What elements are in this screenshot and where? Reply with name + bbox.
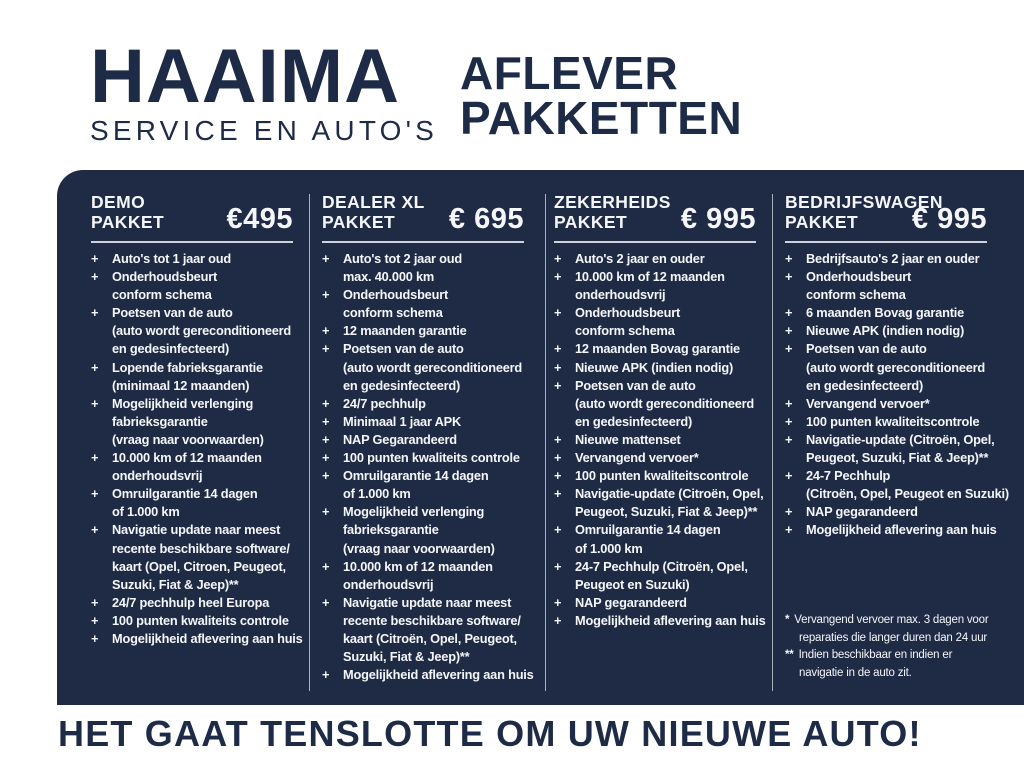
- item-line: Poetsen van de auto: [343, 341, 464, 357]
- plus-icon: +: [785, 251, 793, 266]
- item-line: Mogelijkheid verlenging: [112, 395, 254, 411]
- list-item: [554, 431, 764, 449]
- item-line: Lopende fabrieksgarantie: [112, 359, 263, 375]
- list-item-text: [575, 304, 680, 340]
- package-title-line: PAKKET: [322, 211, 396, 232]
- item-line: Auto's 2 jaar en ouder: [575, 251, 705, 266]
- list-item-text: [343, 558, 493, 594]
- item-line: Nieuwe APK (indien nodig): [575, 359, 734, 375]
- item-line: 12 maanden garantie: [343, 323, 467, 339]
- plus-icon: +: [785, 305, 793, 321]
- item-line: 24-7 Pechhulp (Citroën, Opel,: [575, 558, 748, 574]
- item-line: (vraag naar voorwaarden): [343, 540, 495, 556]
- list-item-text: [575, 340, 740, 358]
- footnote-marker: **: [785, 649, 794, 662]
- plus-icon: +: [785, 395, 793, 411]
- plus-icon: +: [91, 630, 99, 646]
- list-item-text: [112, 594, 269, 612]
- list-item-text: [575, 467, 748, 485]
- item-line: 100 punten kwaliteits controle: [343, 450, 520, 466]
- list-item: [554, 250, 764, 268]
- item-line: fabrieksgarantie: [343, 522, 439, 538]
- item-line: Poetsen van de auto: [112, 305, 233, 321]
- footnote: [785, 612, 1014, 648]
- page-title-line1: AFLEVER: [460, 47, 679, 99]
- list-item-text: [343, 395, 426, 413]
- list-item-text: [806, 322, 964, 340]
- title-rule: [91, 241, 293, 243]
- item-line: en gedesinfecteerd): [112, 341, 230, 357]
- list-item: [322, 558, 535, 594]
- plus-icon: +: [785, 522, 793, 538]
- item-line: Onderhoudsbeurt: [343, 287, 449, 303]
- list-item: [554, 467, 764, 485]
- plus-icon: +: [554, 558, 562, 574]
- plus-icon: +: [91, 594, 99, 610]
- list-item: [785, 304, 1014, 322]
- item-line: Auto's tot 1 jaar oud: [112, 251, 231, 266]
- item-line: (auto wordt gereconditioneerd: [575, 395, 755, 411]
- footnote: [785, 647, 1014, 683]
- plus-icon: +: [322, 450, 330, 466]
- list-item-text: [343, 413, 461, 431]
- plus-icon: +: [785, 341, 793, 357]
- item-line: 100 punten kwaliteitscontrole: [575, 468, 749, 484]
- list-item: [322, 503, 535, 557]
- list-item: [322, 666, 535, 684]
- list-item: [554, 377, 764, 431]
- item-line: Vervangend vervoer*: [806, 395, 930, 411]
- item-line: recente beschikbare software/: [343, 612, 521, 628]
- plus-icon: +: [554, 450, 562, 466]
- list-item: [554, 485, 764, 521]
- list-item-text: [806, 431, 994, 467]
- item-line: Mogelijkheid aflevering aan huis: [343, 667, 534, 683]
- list-item: [91, 250, 299, 268]
- item-line: Peugeot en Suzuki): [575, 576, 690, 592]
- plus-icon: +: [554, 341, 562, 357]
- list-item-text: [575, 250, 705, 268]
- item-line: Poetsen van de auto: [575, 377, 696, 393]
- package-title-line: DEMO: [91, 192, 146, 212]
- page-title: [460, 47, 743, 144]
- item-line: onderhoudsvrij: [575, 287, 666, 303]
- list-item-text: [343, 503, 495, 557]
- list-item: [322, 413, 535, 431]
- item-line: kaart (Citroën, Opel, Peugeot,: [343, 630, 517, 646]
- plus-icon: +: [91, 359, 99, 375]
- package-header: [322, 192, 524, 235]
- list-item: [554, 268, 764, 304]
- list-item: [322, 322, 535, 340]
- item-line: 100 punten kwaliteits controle: [112, 612, 289, 628]
- item-line: 6 maanden Bovag garantie: [806, 305, 965, 321]
- plus-icon: +: [785, 504, 793, 520]
- item-line: of 1.000 km: [575, 540, 643, 556]
- brand-name: HAAIMA: [90, 34, 400, 119]
- list-item-text: [806, 250, 979, 268]
- plus-icon: +: [322, 251, 330, 266]
- item-line: Bedrijfsauto's 2 jaar en ouder: [806, 251, 980, 266]
- item-line: (auto wordt gereconditioneerd: [806, 359, 986, 375]
- item-line: Mogelijkheid verlenging: [343, 504, 485, 520]
- list-item: [554, 521, 764, 557]
- list-item-text: [343, 594, 521, 666]
- list-item: [91, 630, 303, 648]
- item-line: Mogelijkheid aflevering aan huis: [806, 522, 997, 538]
- list-item: [785, 431, 1014, 467]
- list-item: [785, 413, 1014, 431]
- package-title-line: DEALER XL: [322, 192, 425, 212]
- item-line: en gedesinfecteerd): [575, 413, 693, 429]
- brand-subtitle: SERVICE EN AUTO'S: [90, 114, 439, 146]
- page-title-line2: PAKKETTEN: [460, 91, 743, 144]
- list-item: [91, 594, 299, 612]
- item-line: 12 maanden Bovag garantie: [575, 341, 740, 357]
- list-item-text: [575, 449, 699, 467]
- item-line: 100 punten kwaliteitscontrole: [806, 413, 980, 429]
- list-item: [554, 340, 764, 358]
- package-column-dealer-xl: [309, 170, 545, 705]
- list-item: [91, 521, 299, 593]
- list-item: [91, 449, 299, 485]
- item-line: Mogelijkheid aflevering aan huis: [575, 612, 766, 628]
- item-line: Poetsen van de auto: [806, 341, 927, 357]
- plus-icon: +: [785, 413, 793, 429]
- item-line: Nieuwe mattenset: [575, 431, 681, 447]
- list-item-text: [112, 485, 257, 521]
- footnote-line: * Vervangend vervoer max. 3 dagen voor: [785, 613, 989, 626]
- list-item: [554, 449, 764, 467]
- list-item: [322, 286, 535, 322]
- list-item-text: [575, 431, 681, 449]
- item-line: Mogelijkheid aflevering aan huis: [112, 630, 303, 646]
- list-item-text: [112, 521, 290, 593]
- plus-icon: +: [322, 468, 330, 484]
- list-item-text: [575, 612, 764, 630]
- list-item: [785, 503, 1014, 521]
- plus-icon: +: [554, 359, 562, 375]
- list-item-text: [343, 322, 467, 340]
- item-line: Peugeot, Suzuki, Fiat & Jeep)**: [575, 504, 758, 520]
- list-item-text: [806, 413, 979, 431]
- plus-icon: +: [322, 341, 330, 357]
- list-item-text: [575, 521, 720, 557]
- item-line: 24-7 Pechhulp: [806, 468, 891, 484]
- item-line: Omruilgarantie 14 dagen: [343, 468, 489, 484]
- item-line: Onderhoudsbeurt: [112, 269, 218, 285]
- item-line: onderhoudsvrij: [343, 576, 434, 592]
- package-items: [322, 250, 535, 684]
- packages-panel: [57, 170, 1024, 705]
- package-title-line: BEDRIJFSWAGEN: [785, 192, 943, 212]
- list-item: [554, 359, 764, 377]
- item-line: NAP Gegarandeerd: [343, 431, 457, 447]
- plus-icon: +: [785, 431, 793, 447]
- plus-icon: +: [322, 594, 330, 610]
- list-item-text: [343, 340, 522, 394]
- list-item-text: [112, 359, 263, 395]
- plus-icon: +: [322, 323, 330, 339]
- plus-icon: +: [785, 468, 793, 484]
- package-header: [91, 192, 293, 235]
- list-item-text: [343, 467, 488, 503]
- item-line: kaart (Opel, Citroen, Peugeot,: [112, 558, 286, 574]
- footnote-line: ** Indien beschikbaar en indien er: [785, 649, 953, 662]
- list-item-text: [575, 377, 754, 431]
- list-item-text: [112, 449, 262, 485]
- item-line: Vervangend vervoer*: [575, 450, 699, 466]
- item-line: (minimaal 12 maanden): [112, 377, 250, 393]
- list-item: [785, 521, 1014, 539]
- list-item-text: [806, 467, 1009, 503]
- list-item-text: [343, 449, 520, 467]
- item-line: Omruilgarantie 14 dagen: [575, 522, 721, 538]
- list-item-text: [575, 594, 687, 612]
- list-item: [785, 340, 1014, 394]
- list-item-text: [575, 359, 733, 377]
- package-title-line: ZEKERHEIDS: [554, 192, 671, 212]
- list-item-text: [575, 268, 725, 304]
- list-item-text: [575, 558, 748, 594]
- item-line: max. 40.000 km: [343, 269, 435, 285]
- plus-icon: +: [785, 269, 793, 285]
- list-item: [322, 449, 535, 467]
- item-line: Navigatie-update (Citroën, Opel,: [806, 431, 995, 447]
- plus-icon: +: [554, 377, 562, 393]
- item-line: Nieuwe APK (indien nodig): [806, 323, 965, 339]
- list-item: [322, 467, 535, 503]
- list-item: [554, 594, 764, 612]
- plus-icon: +: [322, 558, 330, 574]
- plus-icon: +: [322, 667, 330, 683]
- plus-icon: +: [91, 486, 99, 502]
- list-item-text: [112, 630, 303, 648]
- item-line: (vraag naar voorwaarden): [112, 431, 264, 447]
- item-line: 10.000 km of 12 maanden: [575, 269, 725, 285]
- list-item: [785, 250, 1014, 268]
- item-line: 10.000 km of 12 maanden: [343, 558, 493, 574]
- list-item: [554, 304, 764, 340]
- item-line: fabrieksgarantie: [112, 413, 208, 429]
- list-item-text: [575, 485, 763, 521]
- footnote-line: reparaties die langer duren dan 24 uur: [799, 631, 988, 644]
- item-line: (auto wordt gereconditioneerd: [343, 359, 523, 375]
- list-item: [322, 340, 535, 394]
- package-title-line: PAKKET: [91, 211, 165, 232]
- footnote-marker: *: [785, 613, 790, 626]
- plus-icon: +: [554, 251, 562, 266]
- list-item: [785, 467, 1014, 503]
- item-line: 24/7 pechhulp heel Europa: [112, 594, 270, 610]
- plus-icon: +: [91, 612, 99, 628]
- item-line: Auto's tot 2 jaar oud: [343, 251, 462, 266]
- item-line: conform schema: [343, 305, 443, 321]
- list-item-text: [112, 268, 217, 304]
- item-line: 24/7 pechhulp: [343, 395, 426, 411]
- list-item-text: [112, 395, 264, 449]
- item-line: (auto wordt gereconditioneerd: [112, 323, 292, 339]
- package-items: [785, 250, 1014, 540]
- package-price: € 995: [911, 203, 987, 235]
- item-line: of 1.000 km: [112, 504, 180, 520]
- plus-icon: +: [554, 468, 562, 484]
- item-line: Minimaal 1 jaar APK: [343, 413, 462, 429]
- plus-icon: +: [322, 287, 330, 303]
- plus-icon: +: [91, 251, 99, 266]
- plus-icon: +: [91, 450, 99, 466]
- list-item: [322, 431, 535, 449]
- list-item-text: [806, 268, 911, 304]
- item-line: Omruilgarantie 14 dagen: [112, 486, 258, 502]
- list-item: [785, 268, 1014, 304]
- list-item-text: [343, 666, 534, 684]
- item-line: Navigatie update naar meest: [343, 594, 512, 610]
- plus-icon: +: [91, 305, 99, 321]
- item-line: en gedesinfecteerd): [343, 377, 461, 393]
- package-header: [554, 192, 756, 235]
- package-title-line: PAKKET: [554, 211, 628, 232]
- list-item: [91, 395, 299, 449]
- title-rule: [554, 241, 756, 243]
- item-line: en gedesinfecteerd): [806, 377, 924, 393]
- item-line: onderhoudsvrij: [112, 468, 203, 484]
- list-item-text: [112, 304, 291, 358]
- list-item-text: [806, 340, 985, 394]
- item-line: (Citroën, Opel, Peugeot en Suzuki): [806, 486, 1009, 502]
- plus-icon: +: [322, 504, 330, 520]
- package-column-demo: [57, 170, 309, 705]
- list-item: [785, 395, 1014, 413]
- plus-icon: +: [91, 522, 99, 538]
- list-item-text: [112, 250, 231, 268]
- header-logo: [90, 34, 439, 147]
- package-price: € 695: [448, 203, 524, 235]
- list-item-text: [806, 503, 918, 521]
- package-header: [785, 192, 987, 235]
- plus-icon: +: [554, 486, 562, 502]
- plus-icon: +: [554, 431, 562, 447]
- item-line: conform schema: [806, 287, 906, 303]
- package-items: [554, 250, 764, 630]
- package-price: €495: [226, 203, 293, 235]
- plus-icon: +: [322, 431, 330, 447]
- item-line: recente beschikbare software/: [112, 540, 290, 556]
- list-item: [91, 359, 299, 395]
- item-line: Suzuki, Fiat & Jeep)**: [343, 649, 470, 665]
- list-item-text: [343, 286, 448, 322]
- plus-icon: +: [785, 323, 793, 339]
- package-title-line: PAKKET: [785, 211, 859, 232]
- plus-icon: +: [91, 269, 99, 285]
- item-line: Navigatie-update (Citroën, Opel,: [575, 486, 764, 502]
- item-line: 10.000 km of 12 maanden: [112, 450, 262, 466]
- list-item: [554, 558, 764, 594]
- item-line: Onderhoudsbeurt: [806, 269, 912, 285]
- list-item: [91, 304, 299, 358]
- list-item-text: [112, 612, 289, 630]
- item-line: NAP gegarandeerd: [575, 594, 687, 610]
- footnotes: [785, 612, 1014, 683]
- plus-icon: +: [322, 395, 330, 411]
- item-line: Suzuki, Fiat & Jeep)**: [112, 576, 239, 592]
- package-column-bedrijfswagen: [772, 170, 1024, 705]
- plus-icon: +: [554, 305, 562, 321]
- item-line: conform schema: [575, 323, 675, 339]
- list-item-text: [343, 431, 457, 449]
- list-item: [785, 322, 1014, 340]
- footer-tagline: HET GAAT TENSLOTTE OM UW NIEUWE AUTO!: [58, 713, 922, 754]
- package-column-zekerheids: [545, 170, 772, 705]
- item-line: conform schema: [112, 287, 212, 303]
- item-line: Navigatie update naar meest: [112, 522, 281, 538]
- plus-icon: +: [91, 395, 99, 411]
- item-line: Peugeot, Suzuki, Fiat & Jeep)**: [806, 450, 989, 466]
- footnote-line: navigatie in de auto zit.: [799, 667, 912, 680]
- item-line: Onderhoudsbeurt: [575, 305, 681, 321]
- plus-icon: +: [322, 413, 330, 429]
- list-item-text: [806, 304, 964, 322]
- package-items: [91, 250, 303, 648]
- plus-icon: +: [554, 594, 562, 610]
- list-item: [322, 594, 535, 666]
- plus-icon: +: [554, 522, 562, 538]
- list-item: [91, 485, 299, 521]
- list-item: [554, 612, 764, 630]
- list-item: [322, 395, 535, 413]
- list-item: [322, 250, 535, 286]
- plus-icon: +: [554, 269, 562, 285]
- package-price: € 995: [680, 203, 756, 235]
- list-item: [91, 612, 299, 630]
- list-item-text: [806, 395, 930, 413]
- list-item-text: [806, 521, 997, 539]
- item-line: of 1.000 km: [343, 486, 411, 502]
- list-item-text: [343, 250, 462, 286]
- title-rule: [322, 241, 524, 243]
- title-rule: [785, 241, 987, 243]
- list-item: [91, 268, 299, 304]
- item-line: NAP gegarandeerd: [806, 504, 918, 520]
- plus-icon: +: [554, 612, 562, 628]
